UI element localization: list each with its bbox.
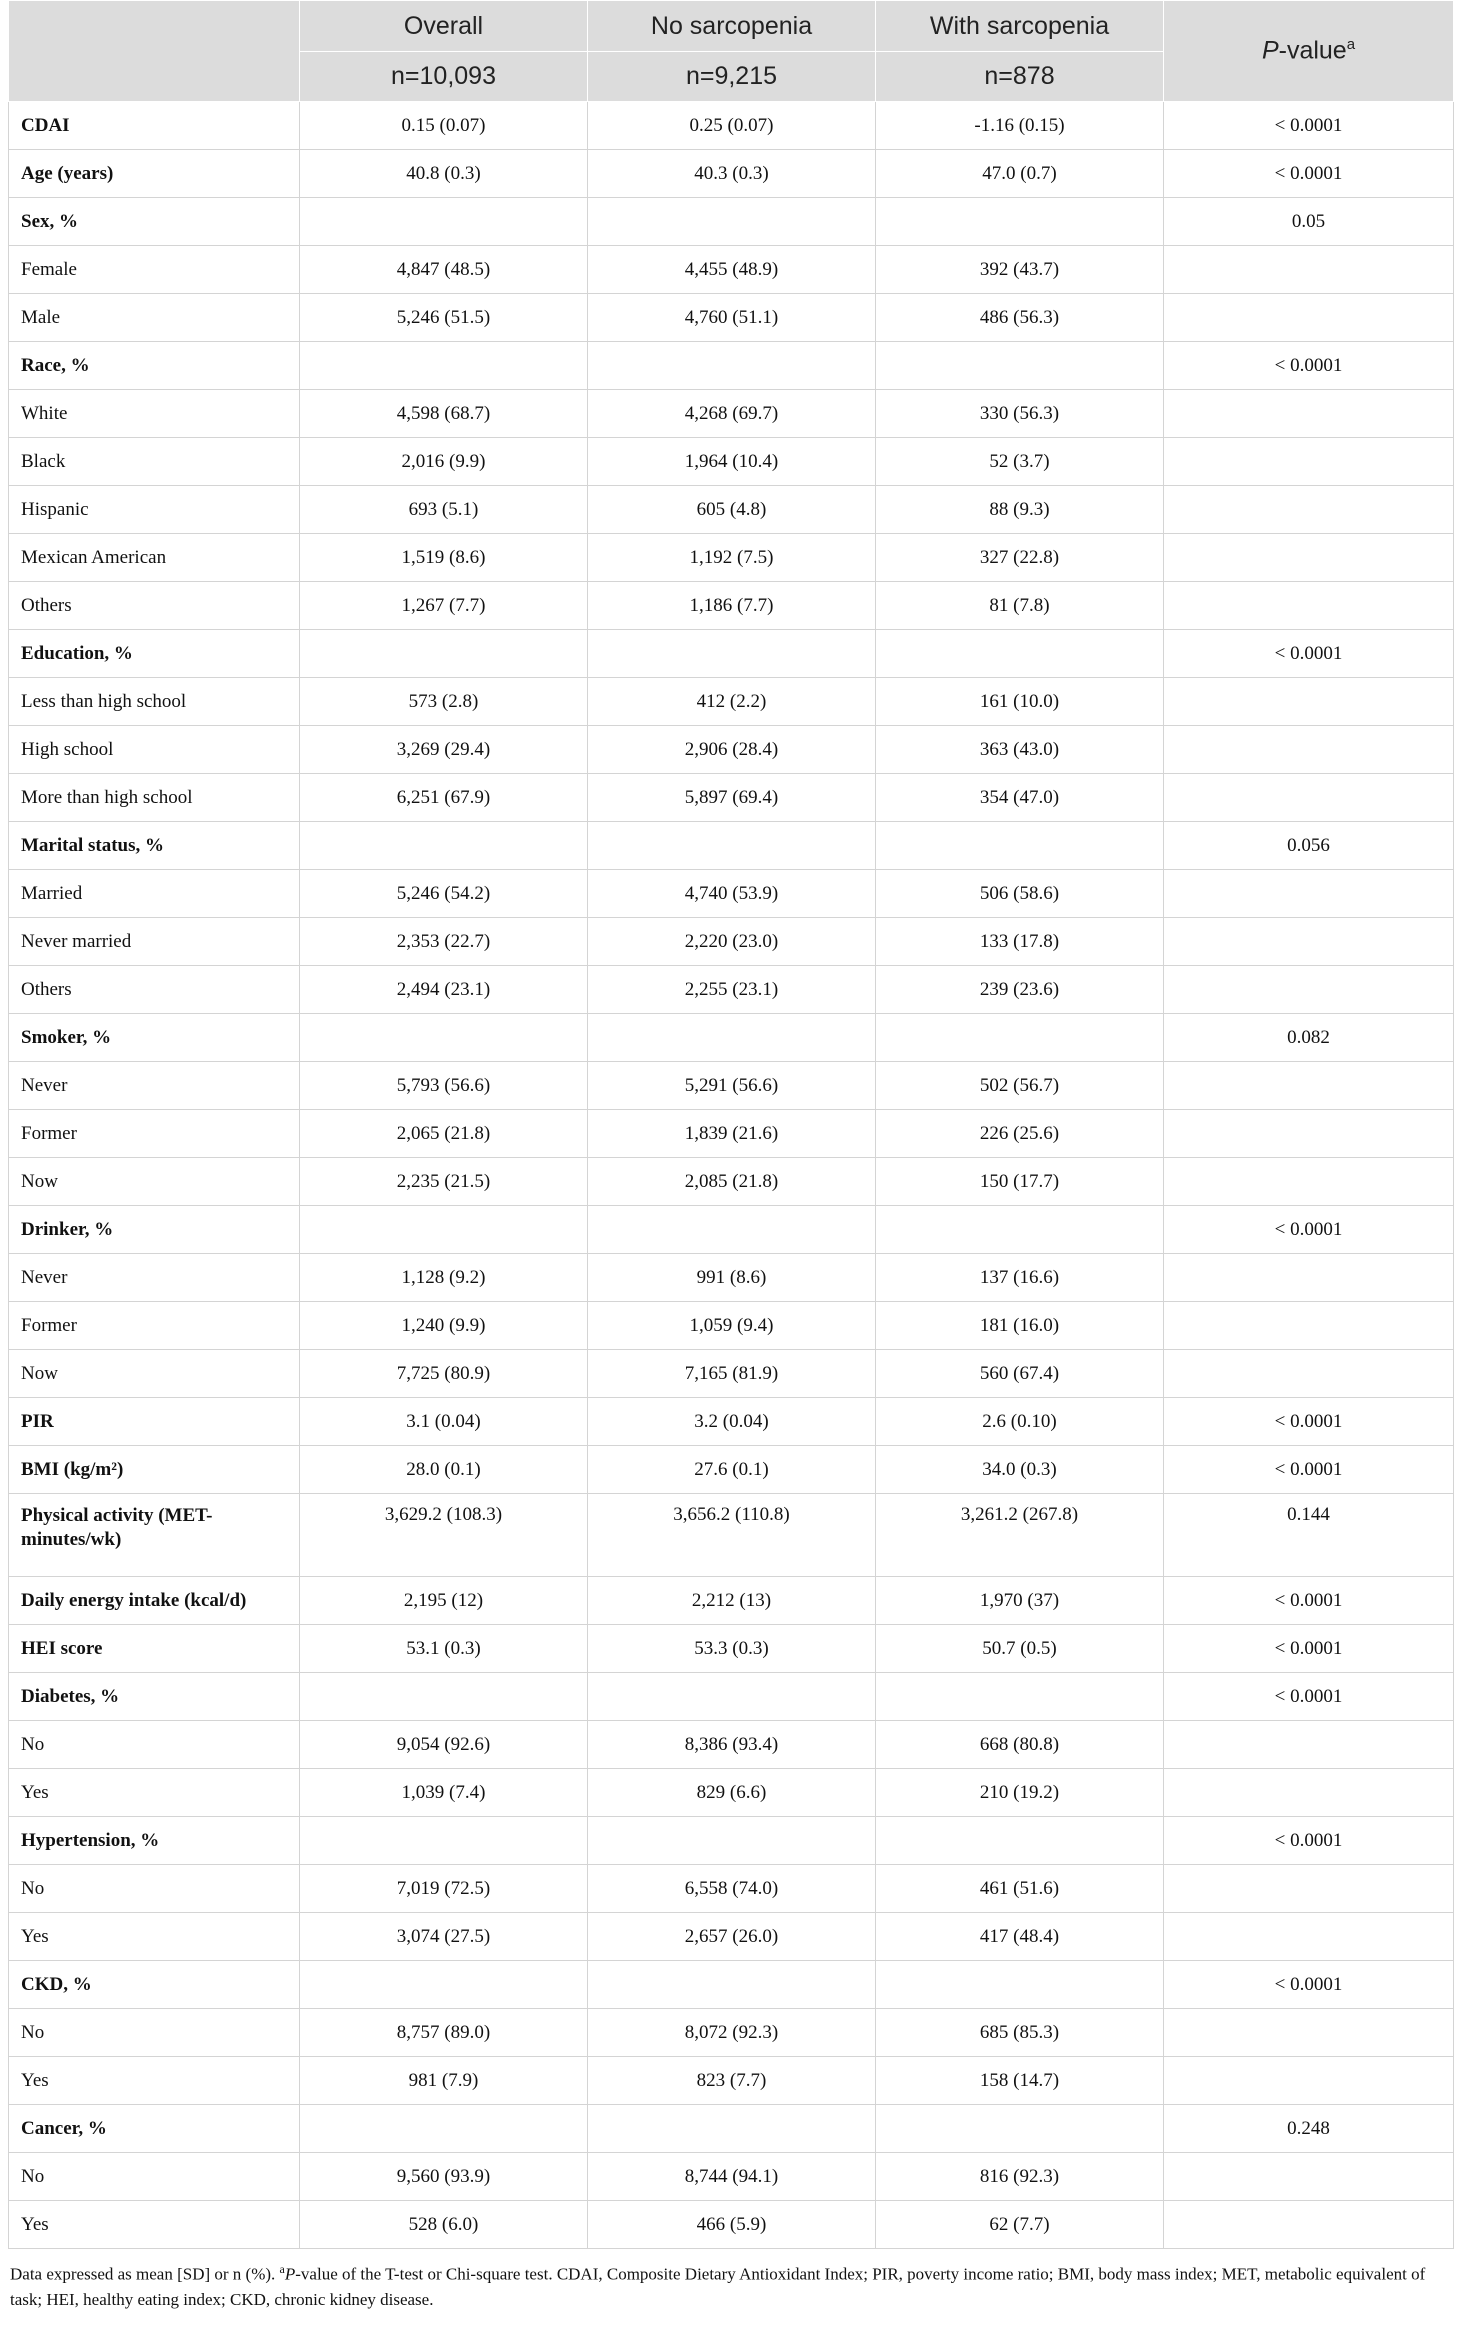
no-sarcopenia-value-cell: 2,085 (21.8) [588,1158,876,1206]
row-label-cell: Former [9,1302,300,1350]
no-sarcopenia-value-cell: 8,072 (92.3) [588,2009,876,2057]
table-row [9,1769,1454,1817]
overall-value-cell: 3,269 (29.4) [300,726,588,774]
with-sarcopenia-value-cell: 150 (17.7) [876,1158,1164,1206]
overall-value-cell [300,198,588,246]
table-header [9,1,1454,102]
no-sarcopenia-value-cell: 3.2 (0.04) [588,1398,876,1446]
no-sarcopenia-value-cell: 1,192 (7.5) [588,534,876,582]
no-sarcopenia-value-cell: 466 (5.9) [588,2201,876,2249]
with-sarcopenia-value-cell: 327 (22.8) [876,534,1164,582]
overall-value-cell: 28.0 (0.1) [300,1446,588,1494]
overall-value-cell: 9,054 (92.6) [300,1721,588,1769]
with-sarcopenia-value-cell: 50.7 (0.5) [876,1625,1164,1673]
no-sarcopenia-value-cell: 2,657 (26.0) [588,1913,876,1961]
row-label-cell: Drinker, % [9,1206,300,1254]
p-value-cell [1164,870,1454,918]
overall-value-cell: 9,560 (93.9) [300,2153,588,2201]
no-sarcopenia-value-cell [588,1206,876,1254]
with-sarcopenia-value-cell: 816 (92.3) [876,2153,1164,2201]
overall-value-cell: 3,629.2 (108.3) [300,1494,588,1577]
row-label-cell: Black [9,438,300,486]
with-sarcopenia-value-cell: 354 (47.0) [876,774,1164,822]
no-sarcopenia-value-cell: 823 (7.7) [588,2057,876,2105]
row-label-cell: Yes [9,2201,300,2249]
row-label-cell: Diabetes, % [9,1673,300,1721]
no-sarcopenia-value-cell: 1,059 (9.4) [588,1302,876,1350]
overall-value-cell: 5,793 (56.6) [300,1062,588,1110]
row-label-cell: CKD, % [9,1961,300,2009]
header-overall: Overall [300,1,588,52]
table-row [9,1254,1454,1302]
table-row [9,1721,1454,1769]
p-value-cell: 0.248 [1164,2105,1454,2153]
with-sarcopenia-value-cell: 161 (10.0) [876,678,1164,726]
table-row [9,870,1454,918]
no-sarcopenia-value-cell [588,822,876,870]
with-sarcopenia-value-cell: 668 (80.8) [876,1721,1164,1769]
p-value-cell [1164,1302,1454,1350]
table-row [9,1398,1454,1446]
table-row [9,1577,1454,1625]
table-row [9,1961,1454,2009]
table-row [9,2009,1454,2057]
overall-value-cell: 6,251 (67.9) [300,774,588,822]
no-sarcopenia-value-cell: 4,455 (48.9) [588,246,876,294]
row-label-cell: Smoker, % [9,1014,300,1062]
with-sarcopenia-value-cell: 486 (56.3) [876,294,1164,342]
no-sarcopenia-value-cell: 4,760 (51.1) [588,294,876,342]
table-row [9,918,1454,966]
p-value-cell [1164,726,1454,774]
table-row [9,2153,1454,2201]
row-label-cell: Never married [9,918,300,966]
row-label-cell: Daily energy intake (kcal/d) [9,1577,300,1625]
with-sarcopenia-value-cell: 1,970 (37) [876,1577,1164,1625]
overall-value-cell: 2,195 (12) [300,1577,588,1625]
with-sarcopenia-value-cell [876,342,1164,390]
p-value-cell: < 0.0001 [1164,150,1454,198]
p-value-cell: < 0.0001 [1164,1577,1454,1625]
with-sarcopenia-value-cell: 685 (85.3) [876,2009,1164,2057]
overall-value-cell: 1,267 (7.7) [300,582,588,630]
no-sarcopenia-value-cell: 27.6 (0.1) [588,1446,876,1494]
table-row [9,198,1454,246]
table-container [8,0,1453,2312]
row-label-cell: Less than high school [9,678,300,726]
table-row [9,582,1454,630]
with-sarcopenia-value-cell [876,822,1164,870]
overall-value-cell: 5,246 (51.5) [300,294,588,342]
table-row [9,486,1454,534]
overall-value-cell: 7,019 (72.5) [300,1865,588,1913]
with-sarcopenia-value-cell: 47.0 (0.7) [876,150,1164,198]
row-label-cell: Yes [9,1769,300,1817]
with-sarcopenia-value-cell: 330 (56.3) [876,390,1164,438]
overall-value-cell: 1,519 (8.6) [300,534,588,582]
row-label-cell: Marital status, % [9,822,300,870]
overall-value-cell: 5,246 (54.2) [300,870,588,918]
table-row [9,1446,1454,1494]
p-value-cell: 0.144 [1164,1494,1454,1577]
table-row [9,774,1454,822]
baseline-characteristics-table [8,0,1454,2249]
overall-value-cell [300,630,588,678]
with-sarcopenia-value-cell: -1.16 (0.15) [876,102,1164,150]
row-label-cell: HEI score [9,1625,300,1673]
with-sarcopenia-value-cell: 81 (7.8) [876,582,1164,630]
table-row [9,1014,1454,1062]
no-sarcopenia-value-cell: 5,897 (69.4) [588,774,876,822]
table-row [9,390,1454,438]
overall-value-cell: 7,725 (80.9) [300,1350,588,1398]
no-sarcopenia-value-cell: 5,291 (56.6) [588,1062,876,1110]
no-sarcopenia-value-cell [588,1961,876,2009]
table-row [9,534,1454,582]
overall-value-cell [300,1206,588,1254]
overall-value-cell: 1,039 (7.4) [300,1769,588,1817]
with-sarcopenia-value-cell [876,198,1164,246]
p-value-cell [1164,1721,1454,1769]
row-label-cell: Former [9,1110,300,1158]
row-label-cell: Hypertension, % [9,1817,300,1865]
row-label-cell: Others [9,582,300,630]
with-sarcopenia-value-cell: 363 (43.0) [876,726,1164,774]
table-row [9,1913,1454,1961]
row-label-cell: Female [9,246,300,294]
with-sarcopenia-value-cell: 506 (58.6) [876,870,1164,918]
table-row [9,150,1454,198]
overall-value-cell [300,1014,588,1062]
with-sarcopenia-value-cell: 137 (16.6) [876,1254,1164,1302]
overall-value-cell: 1,240 (9.9) [300,1302,588,1350]
with-sarcopenia-value-cell: 3,261.2 (267.8) [876,1494,1164,1577]
p-value-cell [1164,2201,1454,2249]
p-value-cell [1164,678,1454,726]
overall-value-cell: 1,128 (9.2) [300,1254,588,1302]
p-value-cell [1164,1254,1454,1302]
row-label-cell: Yes [9,2057,300,2105]
overall-value-cell [300,1961,588,2009]
with-sarcopenia-value-cell [876,1817,1164,1865]
table-row [9,1625,1454,1673]
p-value-cell [1164,2057,1454,2105]
row-label-cell: Male [9,294,300,342]
with-sarcopenia-value-cell: 52 (3.7) [876,438,1164,486]
no-sarcopenia-value-cell: 40.3 (0.3) [588,150,876,198]
no-sarcopenia-value-cell: 2,212 (13) [588,1577,876,1625]
overall-value-cell: 693 (5.1) [300,486,588,534]
no-sarcopenia-value-cell [588,2105,876,2153]
p-value-cell: < 0.0001 [1164,1398,1454,1446]
table-body [9,102,1454,2249]
p-value-cell: 0.05 [1164,198,1454,246]
table-row [9,246,1454,294]
no-sarcopenia-value-cell: 2,220 (23.0) [588,918,876,966]
header-n-with-sarcopenia: n=878 [876,52,1164,102]
row-label-cell: High school [9,726,300,774]
table-row [9,822,1454,870]
p-value-cell [1164,438,1454,486]
table-row [9,2201,1454,2249]
row-label-cell: Sex, % [9,198,300,246]
no-sarcopenia-value-cell: 1,964 (10.4) [588,438,876,486]
table-row [9,1062,1454,1110]
with-sarcopenia-value-cell: 133 (17.8) [876,918,1164,966]
table-row [9,294,1454,342]
with-sarcopenia-value-cell: 560 (67.4) [876,1350,1164,1398]
no-sarcopenia-value-cell: 7,165 (81.9) [588,1350,876,1398]
table-footnote: Data expressed as mean [SD] or n (%). $^a$P-value of the T-test or Chi-square test. CDAI, Composite Dietary Antioxidant Index; PIR, poverty income ratio; BMI, body mass index; MET, metabolic equivalent of task; HEI, healthy eating index; CKD, chronic kidney disease. [10,2262,1426,2309]
table-row [9,1110,1454,1158]
p-value-cell [1164,966,1454,1014]
table-row [9,1350,1454,1398]
header-blank-cell [9,1,300,102]
row-label-cell: Now [9,1350,300,1398]
table-row [9,966,1454,1014]
p-value-cell: < 0.0001 [1164,1206,1454,1254]
p-value-cell: 0.056 [1164,822,1454,870]
p-value-cell [1164,1062,1454,1110]
row-label-cell: Education, % [9,630,300,678]
no-sarcopenia-value-cell: 991 (8.6) [588,1254,876,1302]
overall-value-cell: 2,016 (9.9) [300,438,588,486]
overall-value-cell: 3.1 (0.04) [300,1398,588,1446]
table-row [9,2057,1454,2105]
row-label-cell: Race, % [9,342,300,390]
overall-value-cell: 4,847 (48.5) [300,246,588,294]
header-no-sarcopenia: No sarcopenia [588,1,876,52]
row-label-cell: Physical activity (MET-minutes/wk) [9,1494,300,1577]
no-sarcopenia-value-cell: 605 (4.8) [588,486,876,534]
with-sarcopenia-value-cell: 34.0 (0.3) [876,1446,1164,1494]
header-p-value: P-value$^a$ [1164,1,1454,102]
table-row [9,1494,1454,1577]
with-sarcopenia-value-cell: 62 (7.7) [876,2201,1164,2249]
no-sarcopenia-value-cell: 1,839 (21.6) [588,1110,876,1158]
p-value-cell [1164,918,1454,966]
p-value-cell: < 0.0001 [1164,1817,1454,1865]
with-sarcopenia-value-cell: 210 (19.2) [876,1769,1164,1817]
row-label-cell: CDAI [9,102,300,150]
no-sarcopenia-value-cell: 53.3 (0.3) [588,1625,876,1673]
row-label-cell: Hispanic [9,486,300,534]
with-sarcopenia-value-cell [876,1206,1164,1254]
overall-value-cell: 3,074 (27.5) [300,1913,588,1961]
with-sarcopenia-value-cell: 461 (51.6) [876,1865,1164,1913]
row-label-cell: No [9,2153,300,2201]
with-sarcopenia-value-cell: 158 (14.7) [876,2057,1164,2105]
p-value-cell [1164,1110,1454,1158]
p-value-cell [1164,2153,1454,2201]
overall-value-cell [300,1817,588,1865]
overall-value-cell: 528 (6.0) [300,2201,588,2249]
with-sarcopenia-value-cell: 392 (43.7) [876,246,1164,294]
row-label-cell: No [9,1865,300,1913]
with-sarcopenia-value-cell [876,630,1164,678]
row-label-cell: BMI (kg/m²) [9,1446,300,1494]
p-value-cell [1164,390,1454,438]
p-value-cell [1164,486,1454,534]
overall-value-cell: 573 (2.8) [300,678,588,726]
p-value-cell: < 0.0001 [1164,102,1454,150]
no-sarcopenia-value-cell [588,1014,876,1062]
overall-value-cell: 53.1 (0.3) [300,1625,588,1673]
p-value-cell [1164,2009,1454,2057]
p-value-cell [1164,774,1454,822]
overall-value-cell: 2,353 (22.7) [300,918,588,966]
table-row [9,1865,1454,1913]
overall-value-cell [300,822,588,870]
no-sarcopenia-value-cell: 412 (2.2) [588,678,876,726]
table-row [9,438,1454,486]
p-value-cell [1164,582,1454,630]
overall-value-cell: 2,494 (23.1) [300,966,588,1014]
with-sarcopenia-value-cell [876,2105,1164,2153]
table-row [9,1158,1454,1206]
overall-value-cell: 981 (7.9) [300,2057,588,2105]
overall-value-cell: 2,065 (21.8) [300,1110,588,1158]
overall-value-cell [300,342,588,390]
p-value-cell: < 0.0001 [1164,1961,1454,2009]
p-value-cell [1164,1769,1454,1817]
header-n-overall: n=10,093 [300,52,588,102]
row-label-cell: No [9,1721,300,1769]
row-label-cell: Others [9,966,300,1014]
row-label-cell: Never [9,1062,300,1110]
p-value-cell [1164,534,1454,582]
no-sarcopenia-value-cell: 4,740 (53.9) [588,870,876,918]
with-sarcopenia-value-cell: 417 (48.4) [876,1913,1164,1961]
p-value-cell: < 0.0001 [1164,1673,1454,1721]
with-sarcopenia-value-cell: 2.6 (0.10) [876,1398,1164,1446]
overall-value-cell: 2,235 (21.5) [300,1158,588,1206]
p-value-cell [1164,246,1454,294]
with-sarcopenia-value-cell: 181 (16.0) [876,1302,1164,1350]
table-row [9,726,1454,774]
overall-value-cell: 40.8 (0.3) [300,150,588,198]
p-value-cell [1164,1913,1454,1961]
row-label-cell: Age (years) [9,150,300,198]
no-sarcopenia-value-cell [588,630,876,678]
row-label-cell: Yes [9,1913,300,1961]
overall-value-cell: 0.15 (0.07) [300,102,588,150]
with-sarcopenia-value-cell: 226 (25.6) [876,1110,1164,1158]
no-sarcopenia-value-cell: 829 (6.6) [588,1769,876,1817]
header-n-no-sarcopenia: n=9,215 [588,52,876,102]
row-label-cell: Never [9,1254,300,1302]
table-row [9,102,1454,150]
header-with-sarcopenia: With sarcopenia [876,1,1164,52]
no-sarcopenia-value-cell [588,198,876,246]
no-sarcopenia-value-cell: 2,906 (28.4) [588,726,876,774]
p-value-cell [1164,1350,1454,1398]
table-row [9,2105,1454,2153]
row-label-cell: More than high school [9,774,300,822]
row-label-cell: PIR [9,1398,300,1446]
overall-value-cell: 8,757 (89.0) [300,2009,588,2057]
with-sarcopenia-value-cell: 502 (56.7) [876,1062,1164,1110]
no-sarcopenia-value-cell: 3,656.2 (110.8) [588,1494,876,1577]
table-row [9,1302,1454,1350]
p-value-cell: 0.082 [1164,1014,1454,1062]
with-sarcopenia-value-cell [876,1961,1164,2009]
p-value-cell: < 0.0001 [1164,630,1454,678]
table-row [9,1673,1454,1721]
with-sarcopenia-value-cell: 239 (23.6) [876,966,1164,1014]
table-row [9,630,1454,678]
overall-value-cell [300,1673,588,1721]
no-sarcopenia-value-cell: 8,744 (94.1) [588,2153,876,2201]
no-sarcopenia-value-cell: 6,558 (74.0) [588,1865,876,1913]
with-sarcopenia-value-cell [876,1673,1164,1721]
with-sarcopenia-value-cell: 88 (9.3) [876,486,1164,534]
row-label-cell: Mexican American [9,534,300,582]
p-value-cell [1164,1158,1454,1206]
table-row [9,342,1454,390]
with-sarcopenia-value-cell [876,1014,1164,1062]
p-value-cell: < 0.0001 [1164,1446,1454,1494]
no-sarcopenia-value-cell [588,342,876,390]
table-row [9,1206,1454,1254]
row-label-cell: No [9,2009,300,2057]
no-sarcopenia-value-cell: 2,255 (23.1) [588,966,876,1014]
p-value-cell: < 0.0001 [1164,342,1454,390]
p-value-cell: < 0.0001 [1164,1625,1454,1673]
no-sarcopenia-value-cell: 0.25 (0.07) [588,102,876,150]
row-label-cell: Married [9,870,300,918]
no-sarcopenia-value-cell: 4,268 (69.7) [588,390,876,438]
row-label-cell: Now [9,1158,300,1206]
overall-value-cell [300,2105,588,2153]
no-sarcopenia-value-cell: 8,386 (93.4) [588,1721,876,1769]
no-sarcopenia-value-cell: 1,186 (7.7) [588,582,876,630]
row-label-cell: Cancer, % [9,2105,300,2153]
p-value-cell [1164,1865,1454,1913]
p-value-cell [1164,294,1454,342]
table-row [9,1817,1454,1865]
no-sarcopenia-value-cell [588,1817,876,1865]
row-label-cell: White [9,390,300,438]
no-sarcopenia-value-cell [588,1673,876,1721]
table-row [9,678,1454,726]
overall-value-cell: 4,598 (68.7) [300,390,588,438]
